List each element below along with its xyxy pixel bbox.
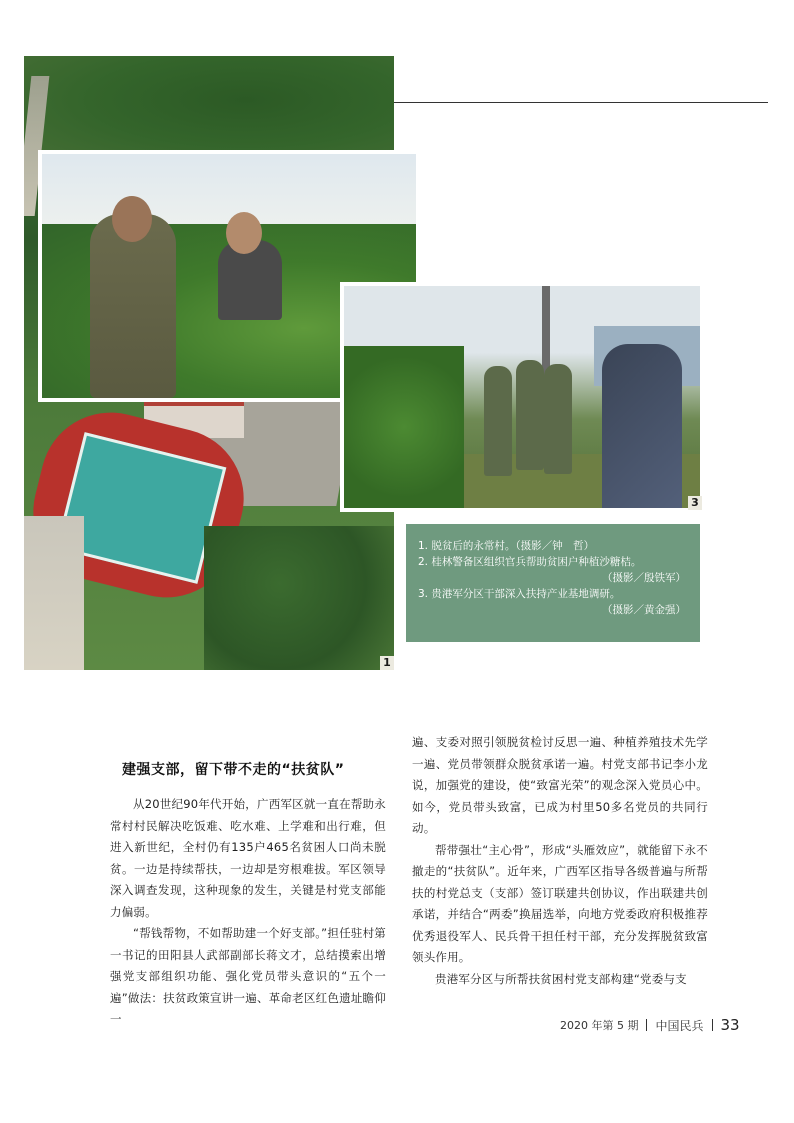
official-figure [602, 344, 682, 512]
photo-caption-box [406, 524, 700, 642]
soldier-head [112, 196, 152, 242]
village-trees [204, 526, 394, 670]
article-column-right [412, 732, 708, 990]
footer-divider [712, 1019, 713, 1031]
photo-number-1: 1 [380, 656, 394, 670]
page-footer [560, 1016, 740, 1034]
paragraph: 帮带强壮“主心骨”，形成“头雁效应”，就能留下永不撤走的“扶贫队”。近年来，广西军区指导各级普遍与所帮扶的村党总支（支部）签订联建共创协议，作出联建共创承诺，并结合“两委”换届选举，向地方党委政府积极推荐优秀退役军人、民兵骨干担任村干部，充分发挥脱贫致富领头作用。 [412, 842, 708, 964]
section-heading: 建强支部，留下带不走的“扶贫队” [122, 762, 345, 778]
header-rule [394, 102, 768, 103]
caption-credit-3: （摄影／黄金强） [602, 604, 686, 616]
paragraph-continuation: 遍、支委对照引领脱贫检讨反思一遍、种植养殖技术先学一遍、党员带领群众脱贫承诺一遍。村党支部书记李小龙说，加强党的建设，使“致富光荣”的观念深入党员心中。如今，党员带头致富，已成为村里50多名党员的共同行动。 [412, 735, 708, 835]
paragraph: 贵港军分区与所帮扶贫困村党支部构建“党委与支 [435, 971, 687, 986]
farmer-head [226, 212, 262, 254]
soldier-figure [544, 364, 572, 474]
page-number: 33 [720, 1016, 740, 1034]
photo-field-visit [340, 282, 704, 512]
caption-line-1: 1. 脱贫后的永常村。（摄影／钟 哲） [418, 540, 595, 552]
caption-line-2: 2. 桂林警备区组织官兵帮助贫困户种植沙糖桔。 [418, 556, 642, 568]
foreground-plants [344, 346, 464, 508]
soldier-figure [516, 360, 544, 470]
paragraph: “帮钱帮物，不如帮助建一个好支部。”担任驻村第一书记的田阳县人武部副部长蒋文才，总结摸索出增强党支部组织功能、强化党员带头意识的“五个一遍”做法：扶贫政策宣讲一遍、革命老区红色遗址瞻仰一 [110, 926, 386, 1026]
village-path [24, 516, 84, 670]
paragraph: 从20世纪90年代开始，广西军区就一直在帮助永常村村民解决吃饭难、吃水难、上学难和出行难，但进入新世纪，全村仍有135户465名贫困人口尚未脱贫。一边是持续帮扶，一边却是穷根难拔。军区领导深入调查发现，这种现象的发生，关键是村党支部能力偏弱。 [110, 797, 386, 919]
magazine-name: 中国民兵 [655, 1018, 704, 1033]
caption-line-3: 3. 贵港军分区干部深入扶持产业基地调研。 [418, 588, 621, 600]
issue-label: 2020 年第 5 期 [560, 1019, 639, 1032]
article-column-left [110, 794, 386, 1031]
photo-number-3: 3 [688, 496, 702, 510]
soldier-figure [484, 366, 512, 476]
caption-credit-2: （摄影／殷铁军） [602, 572, 686, 584]
footer-divider [646, 1019, 647, 1031]
